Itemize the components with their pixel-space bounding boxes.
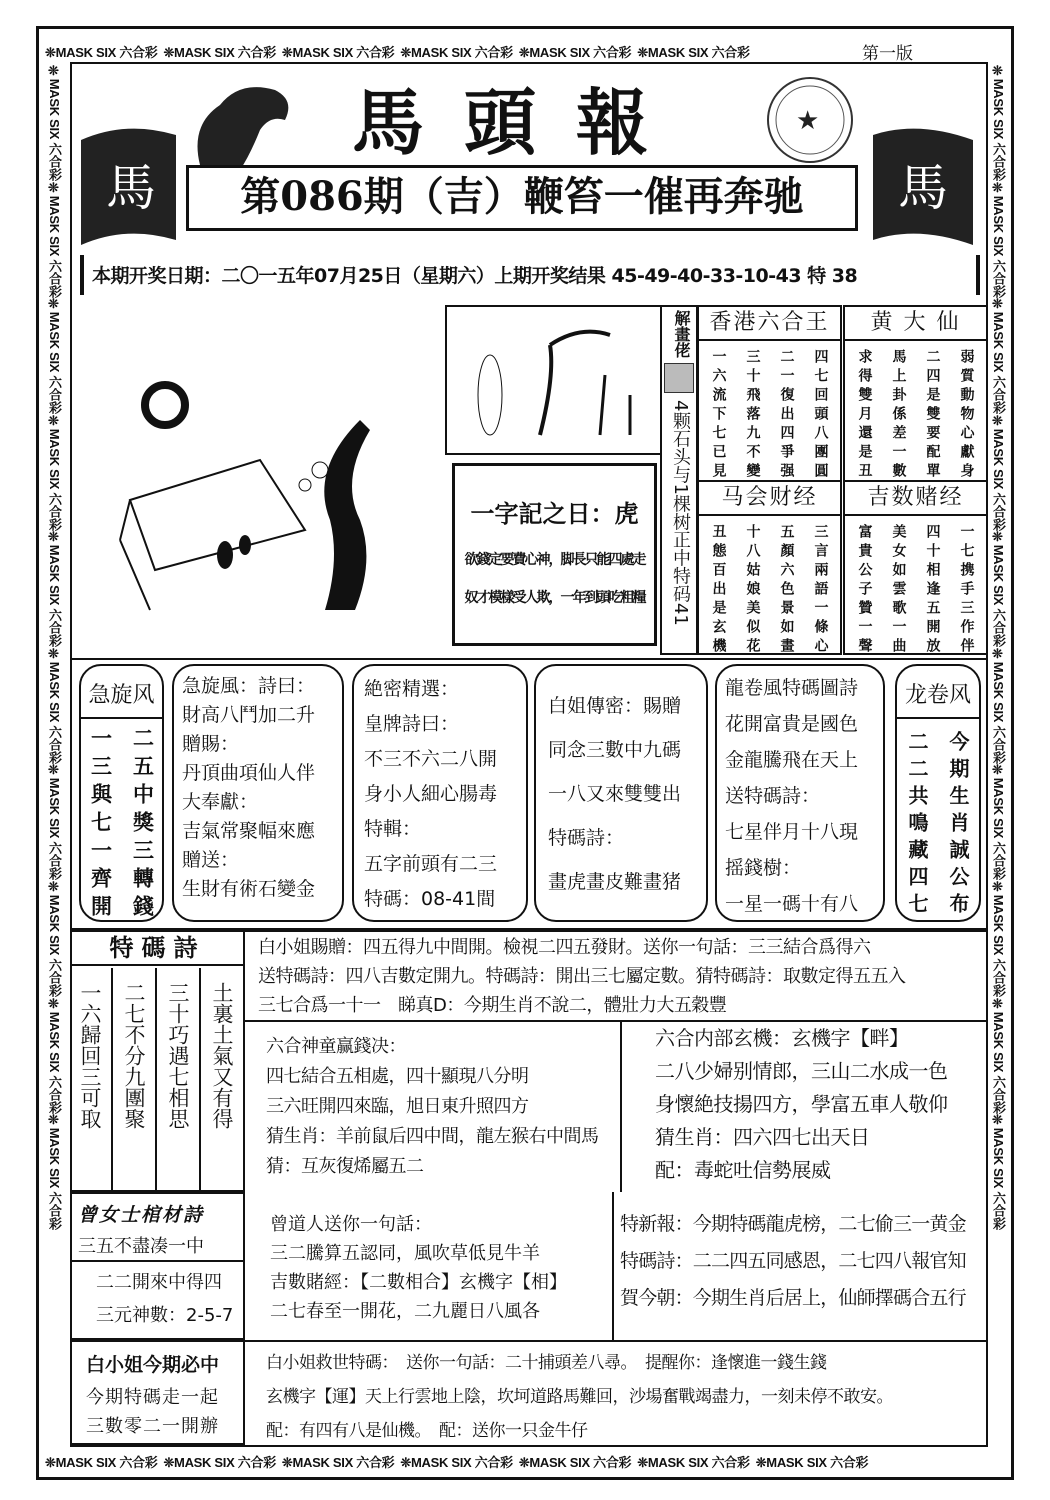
- draw-date-line: 本期开奖日期：二〇一五年07月25日（星期六）上期开奖结果 45-49-40-33-10-43 特 38: [92, 265, 858, 287]
- grid-col: 求得雙月還是丑: [856, 349, 873, 482]
- grid-title: 吉数赌经: [845, 482, 986, 516]
- jixuanfeng-box: [79, 664, 164, 922]
- grid-col: 四十相逢五開放: [924, 524, 941, 657]
- text-line: 絶密精選：: [364, 678, 460, 700]
- border-watermark: ❊MASK SIX 六合彩: [400, 45, 513, 60]
- tema-poem-col: 一六歸回三可取: [78, 982, 102, 1129]
- riddle-label: 解畫佬: [672, 310, 691, 358]
- tema-poem-cols: [72, 968, 243, 1190]
- border-watermark: ❊MASK SIX 六合彩: [281, 45, 395, 60]
- riddle-thumbnail: [664, 363, 694, 393]
- text-line: 玄機字【運】天上行雲地上陰，坎坷道路馬難回，沙場奮戰竭盡力，一刻未停不敢安。: [266, 1387, 893, 1407]
- memo-line-2: 奴才模樣受人欺，一年到頭吃粗糧: [464, 590, 645, 606]
- text-line: 特碼詩：: [548, 827, 625, 849]
- grid-col: 弱質動物心獻身: [958, 349, 975, 482]
- bixz-line: 三數零二一開辦: [86, 1416, 219, 1437]
- page-title: 馬頭報: [351, 80, 688, 165]
- jixuanfeng-col: 一三與七一齊開: [88, 727, 114, 923]
- border-watermark: ❊MASK SIX 六合彩: [991, 1113, 1006, 1230]
- text-line: 吉數賭經：【二數相合】玄機字【相】: [270, 1272, 567, 1293]
- neibu-xuanji: [655, 1022, 948, 1187]
- daoren-poem: [270, 1210, 567, 1326]
- shentong-poem: [266, 1032, 599, 1182]
- issue-banner-text: 第086期（吉）鞭笞一催再奔驰: [240, 173, 804, 220]
- text-line: 二二開來中得四: [96, 1272, 222, 1293]
- grid-col: 五顏六色景如畫: [778, 524, 795, 657]
- text-line: 生財有術石變金: [182, 878, 316, 900]
- divider: [245, 1340, 988, 1342]
- tema-poem-col: 土裏土氣又有得: [199, 968, 243, 1190]
- text-line: 五字前頭有二三: [364, 853, 498, 875]
- zeng-title: 曾女士棺材詩: [78, 1204, 205, 1226]
- border-watermark: ❊MASK SIX 六合彩: [991, 879, 1006, 997]
- svg-text:馬: 馬: [898, 159, 948, 217]
- text-line: 皇牌詩曰：: [364, 713, 460, 735]
- text-line: 二八少婦别情郎，三山二水成一色: [655, 1059, 948, 1083]
- border-watermark: ❊MASK SIX 六合彩: [47, 180, 62, 298]
- border-watermark: ❊MASK SIX 六合彩: [637, 45, 750, 60]
- border-watermark: ❊MASK SIX 六合彩: [991, 530, 1006, 647]
- border-watermark: ❊MASK SIX 六合彩: [47, 763, 62, 880]
- border-watermark: ❊MASK SIX 六合彩: [991, 763, 1006, 880]
- divider: [620, 1022, 622, 1192]
- grid-title: 黄 大 仙: [845, 307, 986, 341]
- divider: [612, 1192, 614, 1340]
- text-line: 一八又來雙雙出: [548, 783, 682, 805]
- text-line: 特碼：08-41間: [364, 888, 496, 910]
- right-flag-icon: [868, 120, 978, 250]
- text-line: 花開富貴是國色: [725, 713, 859, 735]
- border-watermark: ❊MASK SIX 六合彩: [45, 45, 158, 60]
- bixz-title: 白小姐今期必中: [86, 1354, 220, 1376]
- text-line: 大奉獻：: [182, 791, 259, 813]
- xinbao-poem: [620, 1206, 966, 1317]
- text-line: 七星伴月十八現: [725, 821, 859, 843]
- grid-col: 三十飛落九不變: [744, 349, 761, 482]
- text-line: 身小人細心腸毒: [364, 783, 498, 805]
- border-watermark: ❊MASK SIX 六合彩: [518, 45, 632, 60]
- border-watermark: ❊MASK SIX 六合彩: [45, 1455, 158, 1470]
- grid-col: 四七回頭八團圓: [812, 349, 829, 482]
- border-watermark: ❊MASK SIX 六合彩: [47, 64, 62, 181]
- text-line: 身懷絶技揚四方，學富五車人敬仰: [655, 1092, 948, 1116]
- grid-box: [697, 305, 842, 482]
- baixiaojie-gift-text: [258, 933, 906, 1020]
- border-watermark: ❊MASK SIX 六合彩: [991, 180, 1006, 298]
- tema-poem-col: 三十巧遇七相思: [155, 968, 199, 1190]
- jiushi-text: [266, 1346, 893, 1448]
- riddle-answer: 4颗石头与1棵树正中特码41: [670, 400, 691, 626]
- text-line: 龍卷風特碼圖詩: [725, 677, 859, 699]
- border-watermark: ❊MASK SIX 六合彩: [47, 879, 62, 997]
- riddle-picture-sun-house-tree: [90, 360, 430, 620]
- grid-col: 丑態百出是玄機: [710, 524, 727, 657]
- bixz-line: 今期特碼走一起: [86, 1387, 219, 1408]
- text-line: 猜：互灰復烯屬五二: [266, 1156, 424, 1177]
- border-watermark: ❊MASK SIX 六合彩: [47, 646, 62, 764]
- longjuanfeng-col: 今期生肖誠公布: [946, 731, 970, 920]
- text-line: 六合内部玄機：玄機字【畔】: [655, 1026, 909, 1050]
- text-line: 白姐傳密：賜贈: [548, 695, 682, 717]
- border-watermark: ❊MASK SIX 六合彩: [163, 45, 276, 60]
- grid-box: [843, 305, 988, 482]
- poem-box-juemi: [352, 664, 528, 922]
- text-line: 四七結合五相處，四十顯現八分明: [266, 1066, 529, 1087]
- memo-line-1: 欲錢定要費心神，脚長只能四處走: [464, 552, 645, 568]
- grid-col: 一七携手三作伴: [958, 524, 975, 657]
- grid-col: 二四是雙要配單: [924, 349, 941, 482]
- poem-box-longjuanfeng: [715, 664, 885, 922]
- grid-box: [843, 480, 988, 655]
- text-line: 摇錢樹：: [725, 857, 802, 879]
- poem-box-baijie: [534, 664, 708, 922]
- border-watermark: ❊MASK SIX 六合彩: [518, 1455, 632, 1470]
- text-line: 丹頂曲項仙人伴: [182, 762, 316, 784]
- border-watermark: ❊MASK SIX 六合彩: [991, 996, 1006, 1114]
- border-watermark: ❊MASK SIX 六合彩: [47, 996, 62, 1114]
- yuan-lines: [96, 1266, 233, 1332]
- border-watermark: ❊MASK SIX 六合彩: [47, 413, 62, 531]
- border-watermark: ❊MASK SIX 六合彩: [47, 1113, 62, 1230]
- border-strip-top: [42, 42, 832, 60]
- text-line: 不三不六二八開: [364, 748, 498, 770]
- border-watermark: ❊MASK SIX 六合彩: [47, 297, 62, 414]
- edition-label: 第一版: [862, 44, 913, 64]
- border-watermark: ❊MASK SIX 六合彩: [991, 646, 1006, 764]
- text-line: 白小姐救世特碼： 送你一句話：二十捕頭差八尋。 提醒你：逢懷進一錢生錢: [266, 1353, 827, 1373]
- grid-col: 富貴公子贊一聲: [856, 524, 873, 657]
- text-line: 猜生肖：四六四七出天日: [655, 1125, 870, 1149]
- border-strip-bottom: [42, 1452, 1002, 1470]
- svg-text:★: ★: [796, 106, 820, 136]
- text-line: 特輯：: [364, 818, 422, 840]
- longjuanfeng-box: [895, 664, 981, 922]
- text-line: 送特碼詩：: [725, 785, 821, 807]
- text-line: 一星一碼十有八: [725, 893, 859, 915]
- text-line: 三二騰算五認同，風吹草低見牛羊: [270, 1243, 540, 1264]
- text-line: 賀今朝：今期生肖后居上，仙師擇碼合五行: [620, 1287, 966, 1309]
- text-line: 特新報：今期特碼龍虎榜，二七偷三一黄金: [620, 1213, 966, 1235]
- horse-head-illustration: [180, 75, 300, 175]
- text-line: 贈賜：: [182, 733, 240, 755]
- text-line: 配：毒蛇吐信勢展威: [655, 1158, 831, 1182]
- issue-banner: [186, 165, 858, 231]
- border-watermark: ❊MASK SIX 六合彩: [991, 64, 1006, 181]
- grid-col: 美女如雲歌一曲: [890, 524, 907, 657]
- text-line: 贈送：: [182, 849, 240, 871]
- tema-poem-col: 二七不分九團聚: [111, 968, 155, 1190]
- text-line: 曾道人送你一句話：: [270, 1214, 432, 1235]
- text-line: 猜生肖：羊前鼠后四中間，龍左猴右中間馬: [266, 1126, 599, 1147]
- grid-col: 二一復出四爭强: [778, 349, 795, 482]
- grid-cols: [845, 349, 986, 482]
- longjuanfeng-col: 二二共鳴藏四七: [905, 731, 929, 920]
- official-stamp: [765, 75, 855, 165]
- jixuanfeng-col: 二五中獎三轉錢: [130, 727, 156, 923]
- text-line: 吉氣常聚幅來應: [182, 820, 316, 842]
- border-strip-right: [990, 64, 1008, 1444]
- text-line: 三七合爲一十一 睇真D：今期生肖不說二，體壯力大五穀豐: [258, 995, 727, 1016]
- border-strip-left: [46, 64, 64, 1444]
- memo-title: 一字記之日：虎: [470, 500, 639, 528]
- text-line: 配：有四有八是仙機。 配：送你一只金牛仔: [266, 1421, 588, 1441]
- text-line: 白小姐賜贈：四五得九中間開。檢視二四五發財。送你一句話：三三結合爲得六: [258, 937, 871, 958]
- left-flag-icon: [76, 120, 186, 250]
- grid-cols: [699, 349, 840, 482]
- text-line: 送特碼詩：四八吉數定開九。特碼詩：開出三七屬定數。猜特碼詩：取數定得五五入: [258, 966, 906, 987]
- border-watermark: ❊MASK SIX 六合彩: [991, 413, 1006, 531]
- border-watermark: ❊MASK SIX 六合彩: [755, 1455, 869, 1470]
- border-watermark: ❊MASK SIX 六合彩: [637, 1455, 750, 1470]
- riddle-picture-figures: [460, 315, 650, 445]
- grid-col: 十八姑娘美似花: [744, 524, 761, 657]
- grid-cols: [845, 524, 986, 657]
- text-line: 金龍騰飛在天上: [725, 749, 859, 771]
- zeng-line: 三五不盡凑一中: [78, 1236, 204, 1257]
- border-watermark: ❊MASK SIX 六合彩: [163, 1455, 276, 1470]
- border-watermark: ❊MASK SIX 六合彩: [47, 530, 62, 647]
- text-line: 二七春至一開花，二九麗日八風各: [270, 1301, 540, 1322]
- longjuanfeng-title: 龙卷风: [897, 666, 979, 719]
- tema-poem-title: 特碼詩: [72, 932, 243, 966]
- text-line: 六合神童赢錢决：: [266, 1036, 406, 1057]
- memo-box: [452, 463, 657, 646]
- text-line: 財高八鬥加二升: [182, 704, 316, 726]
- text-line: 急旋風：詩曰：: [182, 675, 316, 697]
- border-watermark: ❊MASK SIX 六合彩: [281, 1455, 395, 1470]
- grid-box: [697, 480, 842, 655]
- grid-title: 香港六合王: [699, 307, 840, 341]
- jixuanfeng-title: 急旋风: [81, 666, 162, 719]
- poem-box-jixuanfeng: [172, 664, 344, 922]
- grid-title: 马会财经: [699, 482, 840, 516]
- text-line: 三元神數：2-5-7: [96, 1305, 234, 1326]
- grid-col: 馬上卦係差一數: [890, 349, 907, 482]
- grid-col: 一六流下七已見: [710, 349, 727, 482]
- border-watermark: ❊MASK SIX 六合彩: [400, 1455, 513, 1470]
- border-watermark: ❊MASK SIX 六合彩: [991, 297, 1006, 414]
- grid-cols: [699, 524, 840, 657]
- text-line: 畫虎畫皮難畫猪: [548, 871, 682, 893]
- grid-col: 三言兩語一條心: [812, 524, 829, 657]
- svg-text:馬: 馬: [106, 159, 156, 217]
- text-line: 特碼詩：二二四五同感恩，二七四八報官知: [620, 1250, 966, 1272]
- text-line: 同念三數中九碼: [548, 739, 682, 761]
- text-line: 三六旺開四來臨，旭日東升照四方: [266, 1096, 529, 1117]
